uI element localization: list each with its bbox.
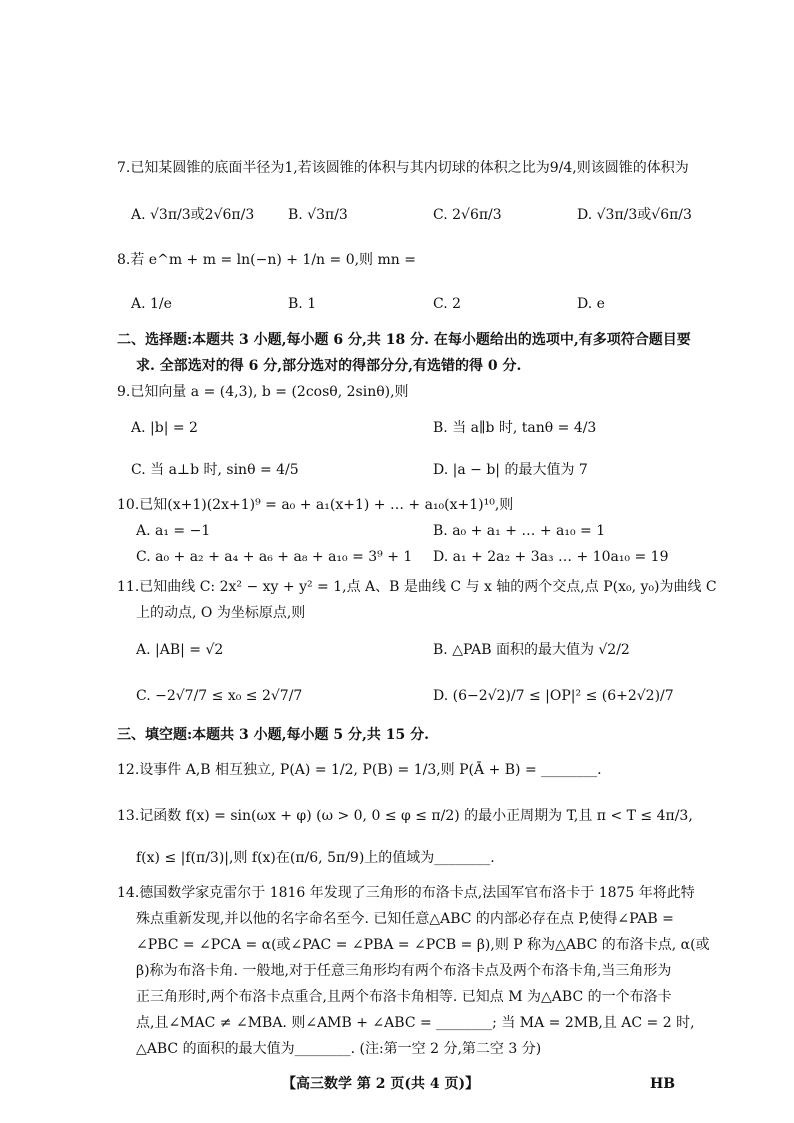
q11-option-d: D. (6−2√2)/7 ≤ |OP|² ≤ (6+2√2)/7 — [433, 688, 674, 704]
page-footer: 【高三数学 第 2 页(共 4 页)】 — [282, 1076, 480, 1092]
q9-stem: 9.已知向量 a = (4,3), b = (2cosθ, 2sinθ),则 — [117, 384, 409, 400]
q10-option-c: C. a₀ + a₂ + a₄ + a₆ + a₈ + a₁₀ = 3⁹ + 1 — [136, 549, 413, 565]
q11-stem-line1: 11.已知曲线 C: 2x² − xy + y² = 1,点 A、B 是曲线 C 与 x 轴的两个交点,点 P(x₀, y₀)为曲线 C — [117, 579, 717, 595]
q9-option-a: A. |b| = 2 — [131, 420, 198, 436]
q7-stem: 7.已知某圆锥的底面半径为1,若该圆锥的体积与其内切球的体积之比为9/4,则该圆锥的体积为 — [117, 160, 689, 176]
q10-option-b: B. a₀ + a₁ + … + a₁₀ = 1 — [433, 523, 606, 539]
q11-option-c: C. −2√7/7 ≤ x₀ ≤ 2√7/7 — [136, 688, 303, 704]
q14-line-1: 14.德国数学家克雷尔于 1816 年发现了三角形的布洛卡点,法国军官布洛卡于 1875 年将此特 — [117, 885, 695, 901]
q7-option-c: C. 2√6π/3 — [433, 207, 502, 223]
q9-option-b: B. 当 a∥b 时, tanθ = 4/3 — [433, 420, 597, 436]
q11-option-a: A. |AB| = √2 — [136, 642, 224, 658]
q10-stem: 10.已知(x+1)(2x+1)⁹ = a₀ + a₁(x+1) + … + a₁₀(x+1)¹⁰,则 — [117, 497, 514, 513]
q9-option-c: C. 当 a⊥b 时, sinθ = 4/5 — [131, 462, 299, 478]
q9-option-d: D. |a − b| 的最大值为 7 — [433, 462, 588, 478]
q12-stem: 12.设事件 A,B 相互独立, P(A) = 1/2, P(B) = 1/3,则 P(Ā + B) = ________. — [117, 762, 602, 778]
q7-option-d: D. √3π/3或√6π/3 — [577, 207, 692, 223]
q14-line-5: 正三角形时,两个布洛卡点重合,且两个布洛卡角相等. 已知点 M 为△ABC 的一个布洛卡 — [136, 989, 672, 1005]
q10-option-d: D. a₁ + 2a₂ + 3a₃ … + 10a₁₀ = 19 — [433, 549, 669, 565]
q13-stem-line2: f(x) ≤ |f(π/3)|,则 f(x)在(π/6, 5π/9)上的值域为________. — [136, 850, 495, 866]
q7-option-a: A. √3π/3或2√6π/3 — [131, 207, 255, 223]
section-3-heading: 三、填空题:本题共 3 小题,每小题 5 分,共 15 分. — [117, 727, 429, 743]
q8-option-c: C. 2 — [433, 296, 462, 312]
q14-line-2: 殊点重新发现,并以他的名字命名至今. 已知任意△ABC 的内部必存在点 P,使得∠PAB = — [136, 911, 674, 927]
q8-option-b: B. 1 — [288, 296, 317, 312]
q14-line-3: ∠PBC = ∠PCA = α(或∠PAC = ∠PBA = ∠PCB = β),则 P 称为△ABC 的布洛卡点, α(或 — [136, 937, 710, 953]
q13-stem-line1: 13.记函数 f(x) = sin(ωx + φ) (ω > 0, 0 ≤ φ ≤ π/2) 的最小正周期为 T,且 π < T ≤ 4π/3, — [117, 808, 693, 824]
q8-stem: 8.若 e^m + m = ln(−n) + 1/n = 0,则 mn = — [117, 252, 416, 268]
page-code: HB — [650, 1076, 676, 1092]
q10-option-a: A. a₁ = −1 — [136, 523, 211, 539]
q14-line-6: 点,且∠MAC ≠ ∠MBA. 则∠AMB + ∠ABC = ________; 当 MA = 2MB,且 AC = 2 时, — [136, 1015, 695, 1031]
q8-option-a: A. 1/e — [131, 296, 172, 312]
q14-line-7: △ABC 的面积的最大值为________. (注:第一空 2 分,第二空 3 分) — [136, 1041, 542, 1057]
q8-option-d: D. e — [577, 296, 605, 312]
q11-stem-line2: 上的动点, O 为坐标原点,则 — [136, 605, 306, 621]
section-2-instructions: 求. 全部选对的得 6 分,部分选对的得部分分,有选错的得 0 分. — [136, 358, 522, 374]
q14-line-4: β)称为布洛卡角. 一般地,对于任意三角形均有两个布洛卡点及两个布洛卡角,当三角形为 — [136, 963, 672, 979]
section-2-heading: 二、选择题:本题共 3 小题,每小题 6 分,共 18 分. 在每小题给出的选项中,有多项符合题目要 — [117, 332, 691, 348]
q7-option-b: B. √3π/3 — [288, 207, 348, 223]
q11-option-b: B. △PAB 面积的最大值为 √2/2 — [433, 642, 630, 658]
